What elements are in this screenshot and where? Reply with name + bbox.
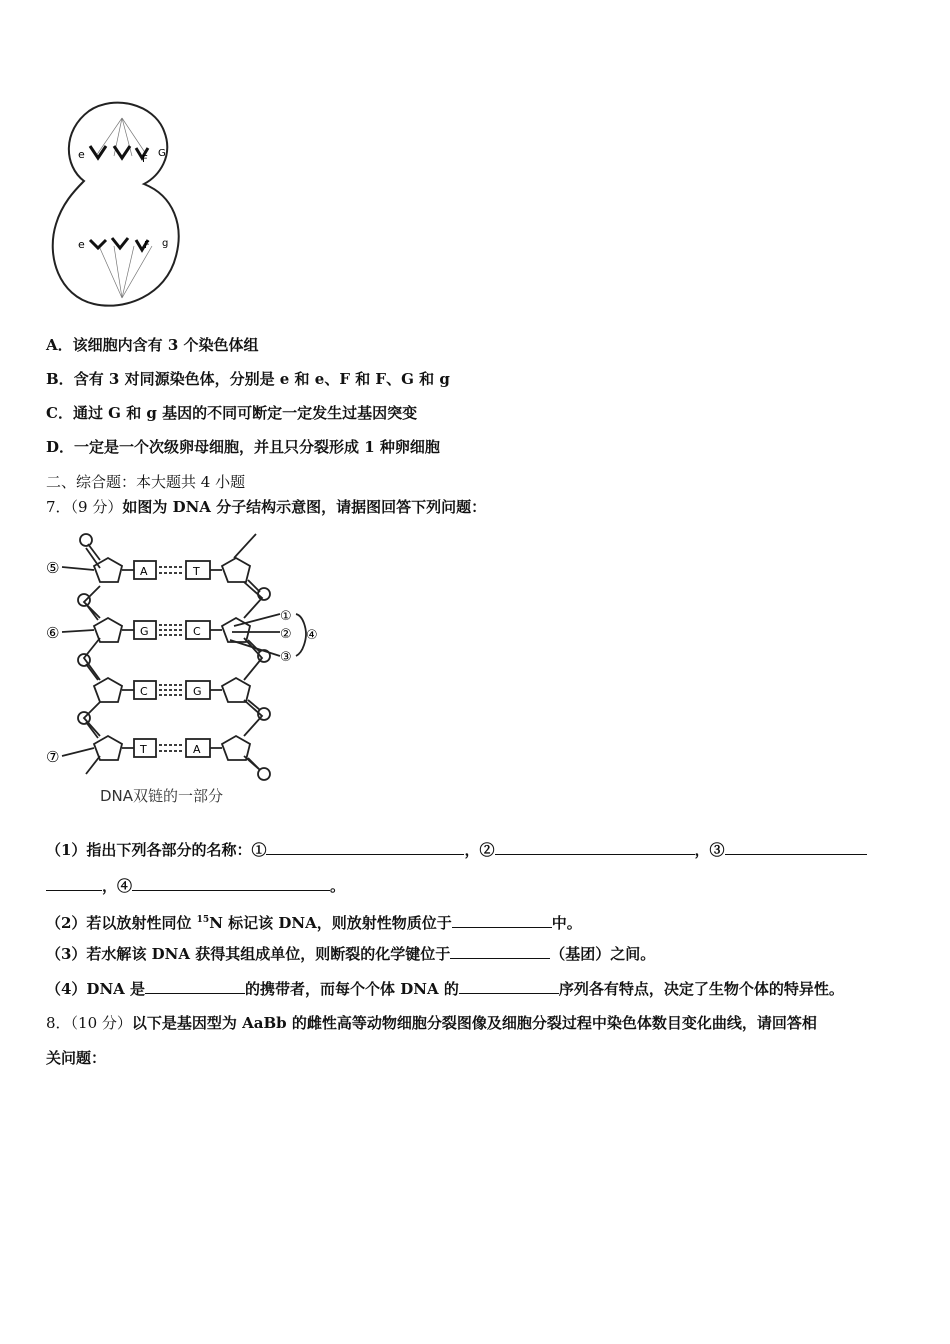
circled-3: ③	[709, 841, 725, 859]
option-text: 一定是一个次级卵母细胞，并且只分裂形成 1 种卵细胞	[74, 438, 440, 456]
label-lower-g: g	[162, 238, 169, 249]
base-g-left: G	[140, 625, 149, 638]
answer-blank-3a[interactable]	[725, 840, 867, 855]
base-t-right: T	[193, 565, 200, 578]
option-text: 该细胞内含有 3 个染色体组	[72, 336, 259, 354]
q7-sub3	[46, 944, 655, 964]
answer-blank-7[interactable]	[145, 979, 245, 994]
option-letter: C．	[46, 404, 73, 422]
label-lower-e: e	[78, 238, 85, 251]
circled-1: ①	[251, 841, 267, 859]
answer-blank-6[interactable]	[450, 944, 550, 959]
comma: ，	[464, 841, 480, 859]
base-c-left: C	[140, 685, 148, 698]
option-text: 通过 G 和 g 基因的不同可断定一定发生过基因突变	[72, 404, 418, 422]
option-a	[46, 335, 259, 355]
label-7: ⑦	[46, 748, 60, 766]
q8-line2: 关问题：	[46, 1049, 107, 1067]
option-letter: A．	[46, 336, 73, 354]
comma: ，	[102, 877, 118, 895]
label-upper-f: F	[142, 154, 148, 165]
cell-division-figure	[44, 96, 184, 316]
q7-stem-line	[46, 497, 486, 517]
label-5: ⑤	[46, 559, 60, 577]
q7-sub1-lead: （1）指出下列各部分的名称：	[46, 841, 252, 859]
answer-blank-5[interactable]	[452, 913, 552, 928]
option-b	[46, 369, 450, 389]
circled-2: ②	[479, 841, 495, 859]
q8-score: （10 分）	[70, 1014, 132, 1032]
section-heading: 二、综合题：本大题共 4 小题	[46, 473, 246, 491]
comma: ，	[694, 841, 710, 859]
q8-text-1: 以下是基因型为 AaBb 的雌性高等动物细胞分裂图像及细胞分裂过程中染色体数目变化曲线，请回答相	[131, 1014, 817, 1032]
option-c	[46, 403, 417, 423]
q7-sub4-b: 的携带者，而每个个体 DNA 的	[245, 980, 459, 998]
answer-blank-8[interactable]	[459, 979, 559, 994]
label-3: ③	[280, 650, 292, 665]
q7-sub1-line2	[46, 876, 345, 896]
q7-number: 7．	[46, 498, 71, 516]
q8-number: 8．	[46, 1014, 71, 1032]
answer-blank-2[interactable]	[495, 840, 695, 855]
dna-structure-figure	[44, 530, 334, 810]
q7-sub3-b: （基团）之间。	[550, 945, 656, 963]
q7-sub4	[46, 979, 844, 999]
base-t-left: T	[140, 743, 147, 756]
q7-sub3-a: （3）若水解该 DNA 获得其组成单位，则断裂的化学键位于	[46, 945, 451, 963]
option-text: 含有 3 对同源染色体，分别是 e 和 e、F 和 F、G 和 g	[73, 370, 450, 388]
answer-blank-3b[interactable]	[46, 876, 102, 891]
q7-sub4-a: （4）DNA 是	[46, 980, 146, 998]
q8-line1	[46, 1013, 817, 1033]
q7-sub2-a: （2）若以放射性同位	[46, 914, 197, 932]
option-d	[46, 437, 440, 457]
isotope-mass: 15	[196, 915, 210, 925]
answer-blank-1[interactable]	[266, 840, 464, 855]
cell-outline	[53, 103, 179, 306]
label-1: ①	[280, 609, 292, 624]
label-upper-e: e	[78, 148, 85, 161]
label-lower-f: F	[144, 240, 150, 251]
q7-score: （9 分）	[70, 498, 123, 516]
base-c-right: C	[193, 625, 201, 638]
label-4: ④	[306, 628, 318, 643]
label-upper-g: G	[158, 148, 166, 159]
option-letter: B．	[46, 370, 74, 388]
label-6: ⑥	[46, 624, 60, 642]
base-g-right: G	[193, 685, 202, 698]
q7-sub2-b: N 标记该 DNA，则放射性物质位于	[209, 914, 452, 932]
answer-blank-4[interactable]	[132, 876, 330, 891]
dna-caption: DNA双链的一部分	[100, 787, 224, 805]
q7-sub4-c: 序列各有特点，决定了生物个体的特异性。	[558, 980, 844, 998]
q7-sub1-line1	[46, 840, 867, 860]
q7-sub2	[46, 910, 582, 933]
q7-stem: 如图为 DNA 分子结构示意图，请据图回答下列问题：	[122, 498, 487, 516]
lower-chromosomes	[90, 238, 148, 250]
q7-sub2-c: 中。	[551, 914, 582, 932]
circled-4: ④	[117, 877, 133, 895]
base-a-left: A	[140, 565, 148, 578]
label-2: ②	[280, 627, 292, 642]
option-letter: D．	[46, 438, 75, 456]
base-a-right: A	[193, 743, 201, 756]
period: 。	[330, 877, 346, 895]
